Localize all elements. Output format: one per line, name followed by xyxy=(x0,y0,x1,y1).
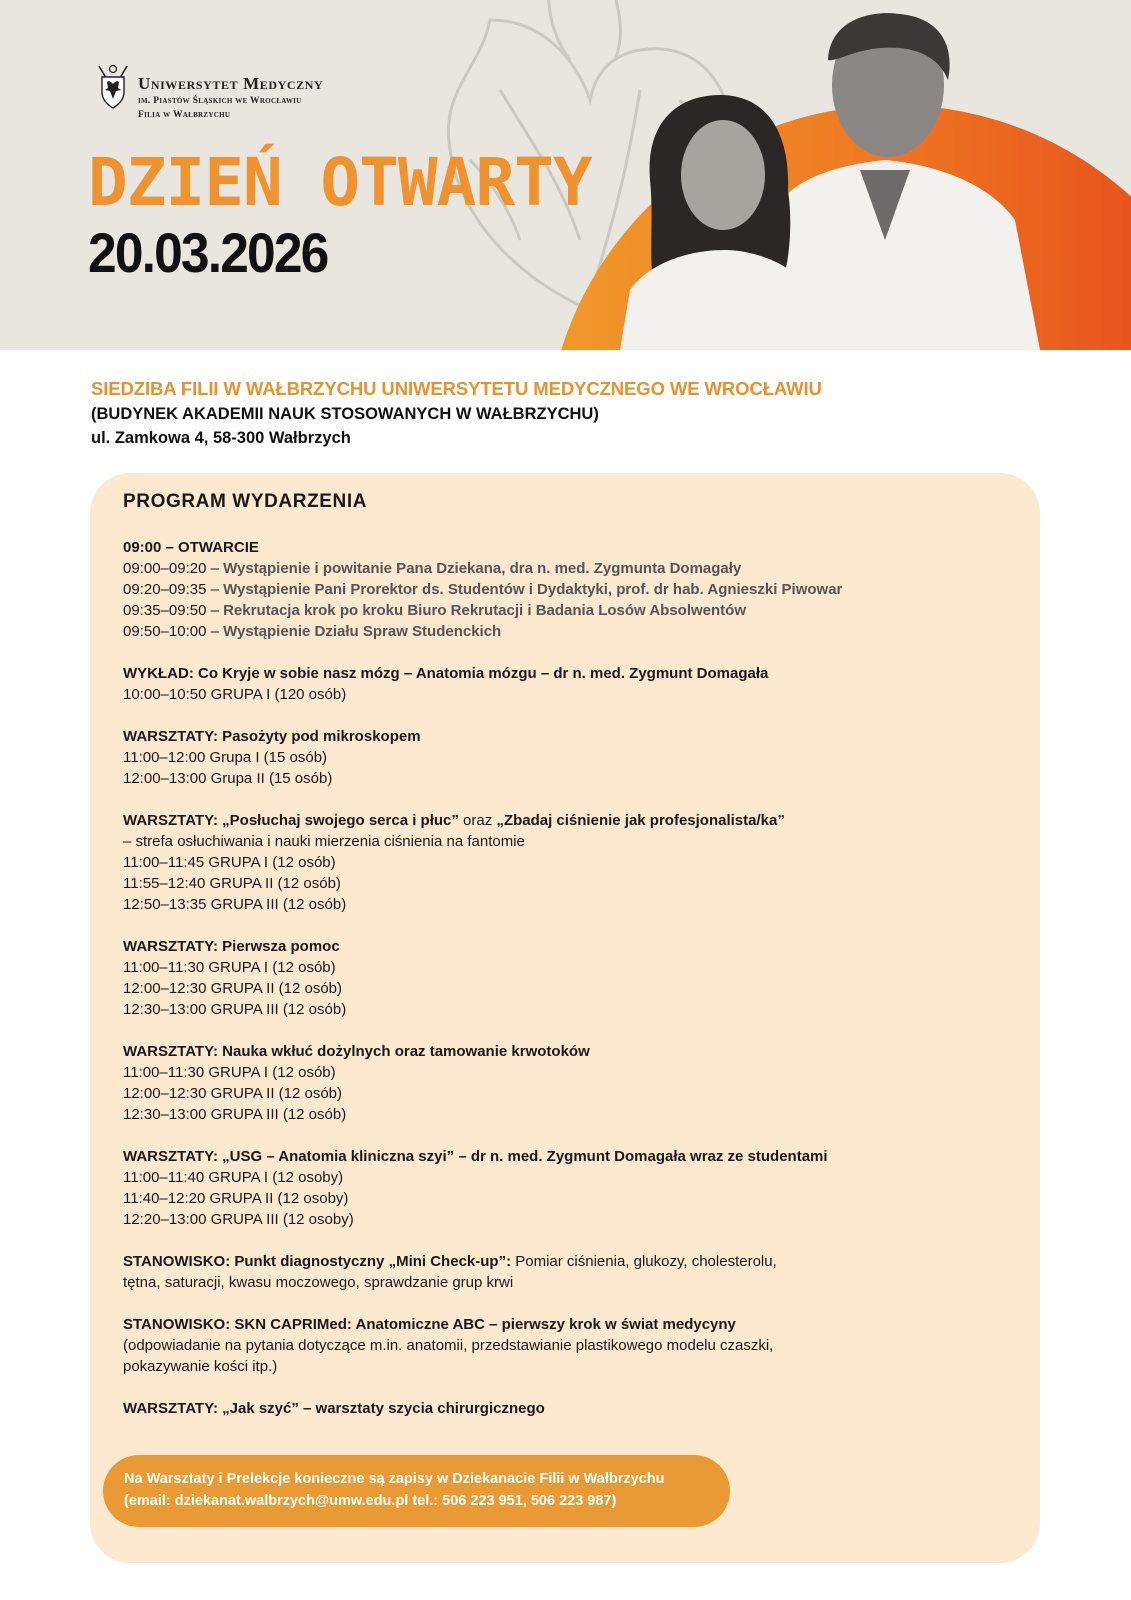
schedule-text: Wystąpienie i powitanie Pana Dziekana, dra n. med. Zygmunta Domagały xyxy=(223,560,742,577)
section-heading: WARSZTATY: „Jak szyć” – warsztaty szycia chirurgicznego xyxy=(123,1400,545,1417)
heading-part-b: „Zbadaj ciśnienie jak profesjonalista/ka” xyxy=(496,812,785,829)
schedule-item xyxy=(123,579,1003,600)
schedule-line: pokazywanie kości itp.) xyxy=(123,1358,278,1375)
university-logo xyxy=(96,64,323,122)
program-section-lecture xyxy=(123,663,1003,705)
section-heading: WARSZTATY: Nauka wkłuć dożylnych oraz tamowanie krwotoków xyxy=(123,1043,590,1060)
schedule-line: 12:30–13:00 GRUPA III (12 osób) xyxy=(123,1001,347,1018)
schedule-line: 10:00–10:50 GRUPA I (120 osób) xyxy=(123,686,347,703)
schedule-line: 11:55–12:40 GRUPA II (12 osób) xyxy=(123,875,341,892)
students-photo xyxy=(620,0,1131,350)
schedule-text: Wystąpienie Działu Spraw Studenckich xyxy=(223,623,502,640)
schedule-line: (odpowiadanie na pytania dotyczące m.in. anatomii, przedstawianie plastikowego modelu czaszki, xyxy=(123,1337,774,1354)
venue-info xyxy=(91,376,822,450)
schedule-time: 09:20–09:35 – xyxy=(123,581,224,598)
program-content xyxy=(123,489,1003,1440)
logo-university-name: Uniwersytet Medyczny xyxy=(138,74,324,93)
registration-line1: Na Warsztaty i Prelekcje konieczne są zapisy w Dziekanacie Filii w Wałbrzychu xyxy=(124,1471,665,1487)
schedule-line: 12:00–12:30 GRUPA II (12 osób) xyxy=(123,980,343,997)
schedule-line: 11:00–11:45 GRUPA I (12 osób) xyxy=(123,854,336,871)
registration-notice xyxy=(103,1455,730,1527)
program-title: PROGRAM WYDARZENIA xyxy=(123,491,368,512)
schedule-line: 11:00–11:30 GRUPA I (12 osób) xyxy=(123,1064,336,1081)
program-section-opening xyxy=(123,537,1003,642)
schedule-line: tętna, saturacji, kwasu moczowego, sprawdzanie grup krwi xyxy=(123,1274,514,1291)
logo-branch-name: Filia w Wałbrzychu xyxy=(138,110,231,120)
section-heading: WARSZTATY: „USG – Anatomia kliniczna szyi” – dr n. med. Zygmunt Domagała wraz ze studentami xyxy=(123,1148,828,1165)
section-heading: WARSZTATY: Pierwsza pomoc xyxy=(123,938,340,955)
section-heading: WYKŁAD: Co Kryje w sobie nasz mózg – Anatomia mózgu – dr n. med. Zygmunt Domagała xyxy=(123,665,769,682)
schedule-item xyxy=(123,600,1003,621)
schedule-line: 12:00–13:00 Grupa II (15 osób) xyxy=(123,770,333,787)
schedule-line: 12:50–13:35 GRUPA III (12 osób) xyxy=(123,896,347,913)
heading-part-a: WARSZTATY: „Posłuchaj swojego serca i płuc” xyxy=(123,812,459,829)
hero-banner xyxy=(0,0,1131,350)
program-section-parasites xyxy=(123,726,1003,789)
section-heading xyxy=(123,1251,1003,1272)
program-section-injections xyxy=(123,1041,1003,1125)
venue-name: SIEDZIBA FILII W WAŁBRZYCHU UNIWERSYTETU MEDYCZNEGO WE WROCŁAWIU xyxy=(91,378,822,399)
section-heading xyxy=(123,810,1003,831)
schedule-time: 09:50–10:00 – xyxy=(123,623,224,640)
schedule-line: 11:40–12:20 GRUPA II (12 osoby) xyxy=(123,1190,349,1207)
schedule-time: 09:35–09:50 – xyxy=(123,602,224,619)
program-section-usg xyxy=(123,1146,1003,1230)
program-section-checkup xyxy=(123,1251,1003,1293)
section-heading: WARSZTATY: Pasożyty pod mikroskopem xyxy=(123,728,421,745)
schedule-item xyxy=(123,558,1003,579)
schedule-line: 11:00–11:30 GRUPA I (12 osób) xyxy=(123,959,336,976)
schedule-line: 12:00–12:30 GRUPA II (12 osób) xyxy=(123,1085,343,1102)
heading-join: oraz xyxy=(458,812,497,829)
program-section-first-aid xyxy=(123,936,1003,1020)
schedule-line: 11:00–12:00 Grupa I (15 osób) xyxy=(123,749,328,766)
program-section-caprimed xyxy=(123,1314,1003,1377)
program-section-suturing xyxy=(123,1398,1003,1419)
schedule-line: 12:30–13:00 GRUPA III (12 osób) xyxy=(123,1106,347,1123)
schedule-line: 11:00–11:40 GRUPA I (12 osoby) xyxy=(123,1169,344,1186)
schedule-line: – strefa osłuchiwania i nauki mierzenia ciśnienia na fantomie xyxy=(123,833,525,850)
heading-inline-text: Pomiar ciśnienia, glukozy, cholesterolu, xyxy=(511,1253,777,1270)
venue-building: (BUDYNEK AKADEMII NAUK STOSOWANYCH W WAŁBRZYCHU) xyxy=(91,405,599,423)
schedule-item xyxy=(123,621,1003,642)
event-title: DZIEŃ OTWARTY xyxy=(88,144,592,221)
heading-text: STANOWISKO: Punkt diagnostyczny „Mini Check-up”: xyxy=(123,1253,512,1270)
logo-university-patron: im. Piastów Śląskich we Wrocławiu xyxy=(138,96,302,106)
section-heading: 09:00 – OTWARCIE xyxy=(123,539,259,556)
event-date: 20.03.2026 xyxy=(88,221,328,284)
venue-address: ul. Zamkowa 4, 58-300 Wałbrzych xyxy=(91,429,351,447)
schedule-text: Wystąpienie Pani Prorektor ds. Studentów i Dydaktyki, prof. dr hab. Agnieszki Piwowar xyxy=(223,581,843,598)
schedule-text: Rekrutacja krok po kroku Biuro Rekrutacji i Badania Losów Absolwentów xyxy=(223,602,746,619)
registration-contact: (email: dziekanat.walbrzych@umw.edu.pl tel.: 506 223 951, 506 223 987) xyxy=(124,1493,617,1509)
schedule-line: 12:20–13:00 GRUPA III (12 osoby) xyxy=(123,1211,354,1228)
crest-icon xyxy=(96,64,130,110)
section-heading: STANOWISKO: SKN CAPRIMed: Anatomiczne ABC – pierwszy krok w świat medycyny xyxy=(123,1316,736,1333)
program-section-heart xyxy=(123,810,1003,915)
schedule-time: 09:00–09:20 – xyxy=(123,560,224,577)
